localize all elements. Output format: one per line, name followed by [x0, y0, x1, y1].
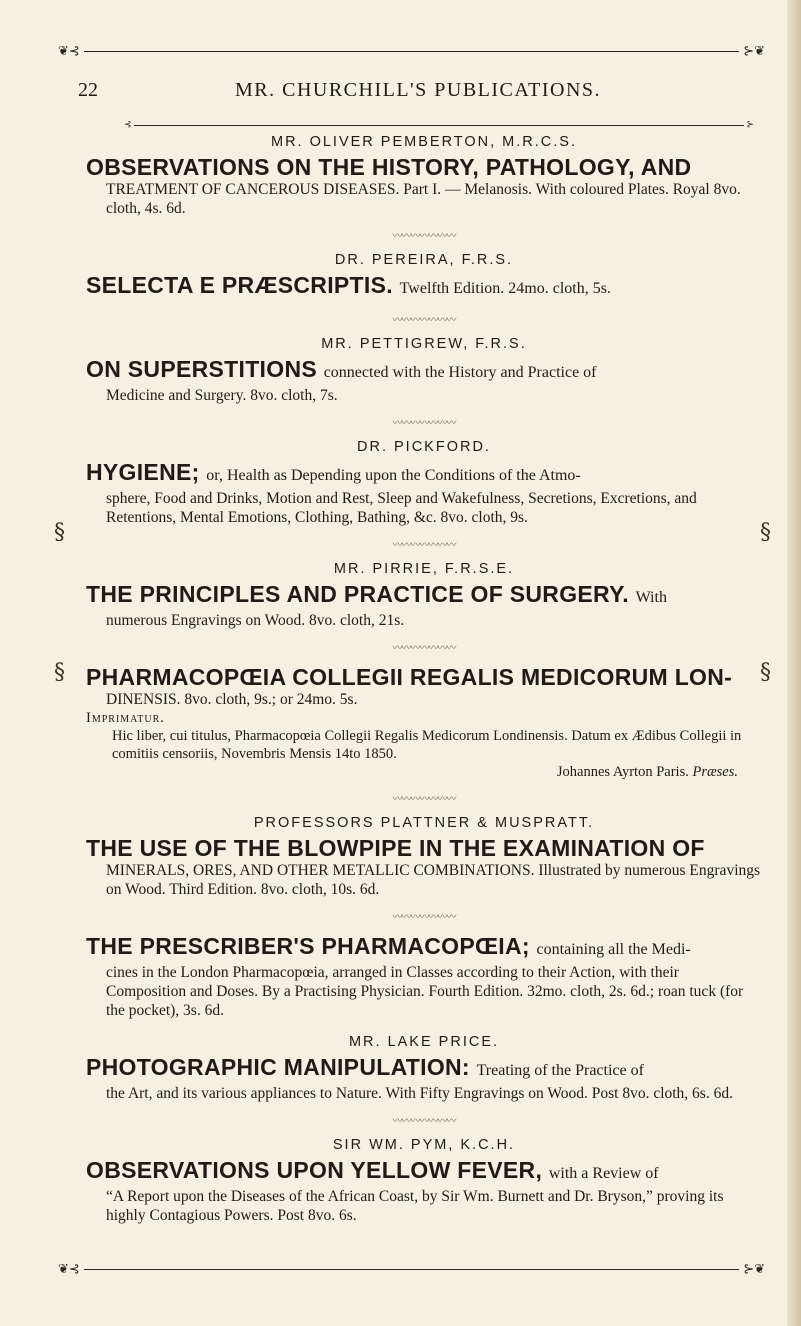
- dash-ornament-icon: ⊰: [68, 44, 80, 59]
- side-ornament-icon: §: [54, 520, 65, 545]
- entry-author: MR. LAKE PRICE.: [348, 1034, 500, 1050]
- corner-ornament-icon: ❦: [754, 44, 765, 59]
- entry-author: DR. PEREIRA, F.R.S.: [334, 252, 514, 268]
- entry-title: OBSERVATIONS UPON YELLOW FEVER,: [86, 1157, 543, 1183]
- entry-description: cines in the London Pharmacopœia, arranged in Classes according to their Action, with their Composition and Doses. By a Practising Physician. Fourth Edition. 32mo. cloth, 2s. 6d.; roan tuck (for the pocket), 3s. 6d.: [106, 964, 744, 1019]
- header-rule: [124, 120, 754, 130]
- catalogue-entry: [86, 1034, 762, 1103]
- dash-ornament-icon: ⊱: [746, 120, 754, 130]
- entry-description: TREATMENT OF CANCEROUS DISEASES. Part I. — Melanosis. With coloured Plates. Royal 8vo. cloth, 4s. 6d.: [106, 181, 741, 217]
- entry-author: SIR WM. PYM, K.C.H.: [332, 1137, 516, 1153]
- page-edge: [787, 0, 801, 1326]
- entry-title-rest: Twelfth Edition. 24mo. cloth, 5s.: [399, 280, 611, 297]
- catalogue-entry: [86, 439, 762, 527]
- entry-title-line: [86, 933, 762, 963]
- entry-description: “A Report upon the Diseases of the African Coast, by Sir Wm. Burnett and Dr. Bryson,” proving its highly Contagious Powers. Post 8vo. 6s.: [106, 1188, 724, 1224]
- side-ornament-icon: §: [54, 660, 65, 685]
- entry-title: OBSERVATIONS ON THE HISTORY, PATHOLOGY, AND: [86, 154, 692, 180]
- entry-title-line: [86, 356, 762, 386]
- wavy-divider: 〰〰〰〰〰〰〰: [392, 231, 456, 242]
- entry-author: MR. OLIVER PEMBERTON, M.R.C.S.: [270, 134, 577, 150]
- imprimatur-signature: Johannes Ayrton Paris.: [556, 764, 689, 780]
- entry-description: MINERALS, ORES, AND OTHER METALLIC COMBINATIONS. Illustrated by numerous Engravings on Wood. Third Edition. 8vo. cloth, 10s. 6d.: [106, 862, 761, 898]
- entry-author: PROFESSORS PLATTNER & MUSPRATT.: [253, 815, 595, 831]
- entry-description: DINENSIS. 8vo. cloth, 9s.; or 24mo. 5s.: [106, 691, 358, 708]
- entry-title-rest: connected with the History and Practice of: [323, 364, 597, 381]
- running-title: MR. CHURCHILL'S PUBLICATIONS.: [234, 78, 602, 101]
- wavy-divider: 〰〰〰〰〰〰〰: [392, 418, 456, 429]
- corner-ornament-icon: ❦: [58, 1262, 69, 1277]
- catalogue-entry: [86, 664, 762, 781]
- entry-title-rest: with a Review of: [548, 1165, 659, 1182]
- entry-title-line: [86, 1054, 762, 1084]
- catalogue-entry: [86, 336, 762, 405]
- entry-title-rest: containing all the Medi-: [536, 941, 691, 958]
- entry-author: MR. PIRRIE, F.R.S.E.: [333, 561, 515, 577]
- entry-description: numerous Engravings on Wood. 8vo. cloth, 21s.: [106, 612, 405, 629]
- imprimatur-label: Imprimatur.: [86, 710, 165, 726]
- entry-title: HYGIENE;: [86, 459, 200, 485]
- entry-title-rest: With: [635, 589, 667, 606]
- dash-ornament-icon: ⊱: [743, 1262, 755, 1277]
- entry-title-line: [86, 272, 762, 302]
- entry-title-line: [86, 1157, 762, 1187]
- entry-title: PHARMACOPŒIA COLLEGII REGALIS MEDICORUM LON-: [86, 664, 733, 690]
- entry-description: sphere, Food and Drinks, Motion and Rest, Sleep and Wakefulness, Secretions, Excretions, and Retentions, Mental Emotions, Clothing, Bathing, &c. 8vo. cloth, 9s.: [106, 490, 697, 526]
- entry-title: SELECTA E PRÆSCRIPTIS.: [86, 272, 393, 298]
- entry-description: Medicine and Surgery. 8vo. cloth, 7s.: [106, 387, 338, 404]
- top-ornament-rule: [58, 44, 765, 59]
- catalogue-entry: [86, 815, 762, 899]
- entry-title-line: [86, 459, 762, 489]
- entry-title-rest: Treating of the Practice of: [476, 1062, 644, 1079]
- entry-description: the Art, and its various appliances to Nature. With Fifty Engravings on Wood. Post 8vo. cloth, 6s. 6d.: [106, 1085, 733, 1102]
- bottom-ornament-rule: [58, 1262, 765, 1277]
- side-ornament-icon: §: [760, 660, 771, 685]
- wavy-divider: 〰〰〰〰〰〰〰: [392, 540, 456, 551]
- wavy-divider: 〰〰〰〰〰〰〰: [392, 912, 456, 923]
- page-number: 22: [78, 78, 98, 101]
- corner-ornament-icon: ❦: [754, 1262, 765, 1277]
- entry-title: ON SUPERSTITIONS: [86, 356, 317, 382]
- wavy-divider: 〰〰〰〰〰〰〰: [392, 315, 456, 326]
- wavy-divider: 〰〰〰〰〰〰〰: [392, 643, 456, 654]
- entry-author: DR. PICKFORD.: [357, 439, 491, 455]
- imprimatur-signature-line: [86, 763, 738, 781]
- wavy-divider: 〰〰〰〰〰〰〰: [392, 1116, 456, 1127]
- entry-title: THE PRINCIPLES AND PRACTICE OF SURGERY.: [86, 581, 629, 607]
- catalogue-entry: [86, 252, 762, 302]
- imprimatur-text: Hic liber, cui titulus, Pharmacopœia Collegii Regalis Medicorum Londinensis. Datum ex Ædibus Collegii in comitiis censoriis, Novembris Mensis 14to 1850.: [112, 728, 742, 762]
- catalogue-entry: [86, 1137, 762, 1225]
- catalogue-entry: [86, 134, 762, 218]
- entry-title: PHOTOGRAPHIC MANIPULATION:: [86, 1054, 470, 1080]
- entry-title-line: [86, 581, 762, 611]
- corner-ornament-icon: ❦: [58, 44, 69, 59]
- entry-title: THE USE OF THE BLOWPIPE IN THE EXAMINATION OF: [86, 835, 705, 861]
- entry-title-rest: or, Health as Depending upon the Conditions of the Atmo-: [206, 467, 581, 484]
- imprimatur-block: [86, 709, 762, 781]
- entry-author: MR. PETTIGREW, F.R.S.: [321, 336, 527, 352]
- dash-ornament-icon: ⊰: [124, 120, 132, 130]
- dash-ornament-icon: ⊰: [68, 1262, 80, 1277]
- page-header: [78, 72, 758, 108]
- side-ornament-icon: §: [760, 520, 771, 545]
- dash-ornament-icon: ⊱: [743, 44, 755, 59]
- wavy-divider: 〰〰〰〰〰〰〰: [392, 794, 456, 805]
- catalogue-content: [86, 134, 762, 1239]
- entry-title: THE PRESCRIBER'S PHARMACOPŒIA;: [86, 933, 530, 959]
- imprimatur-role: Præses.: [692, 764, 738, 780]
- catalogue-entry: [86, 561, 762, 630]
- catalogue-entry: [86, 933, 762, 1020]
